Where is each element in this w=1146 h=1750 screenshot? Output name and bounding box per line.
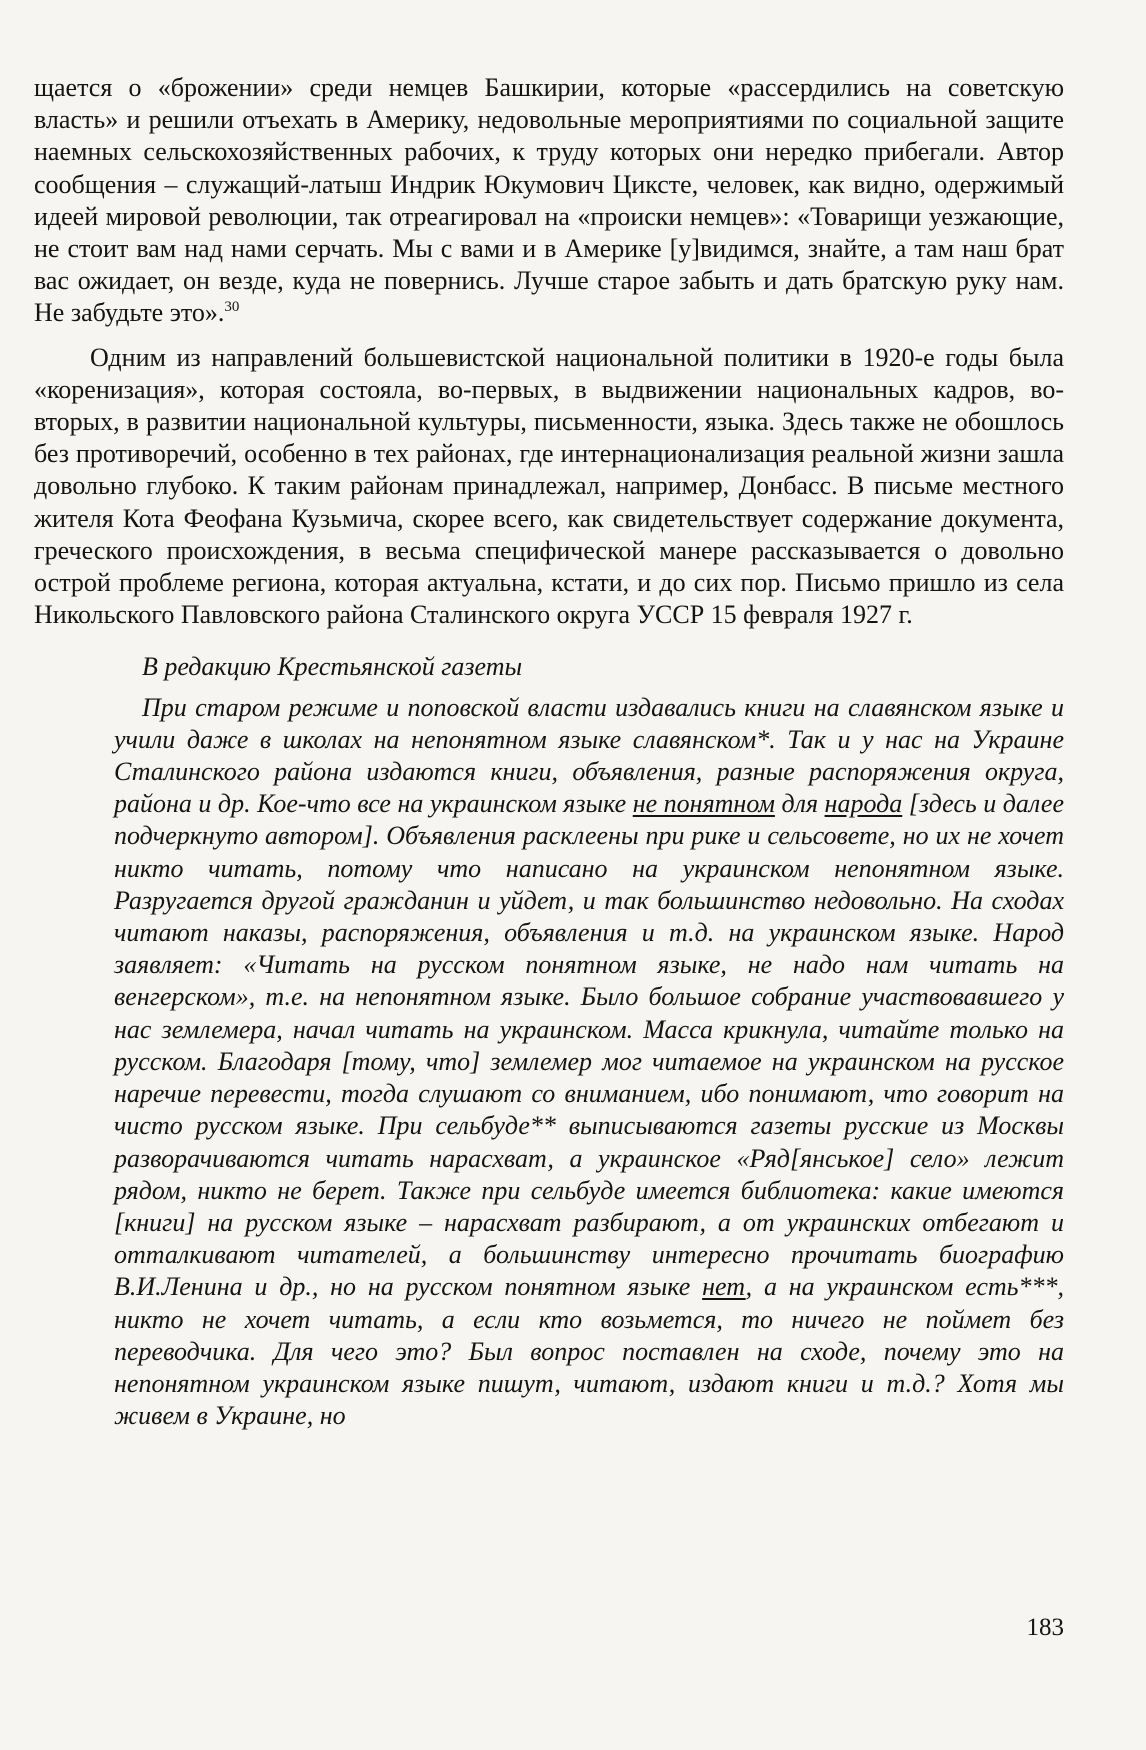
page-number: 183 [1026, 1614, 1064, 1641]
letter-address: В редакцию Крестьянской газеты [142, 652, 523, 682]
letter-text-part: [здесь и далее подчеркнуто автором]. Объявления расклеены при рике и сельсовете, но их не хочет никто читать, потому что написано на украинском непонятном языке. Разругается другой гражданин и уйдет, и так большинство недовольно. На сходах читают наказы, распоряжения, объявления и т.д. на украинском языке. Народ заявляет: «Читать на русском понятном языке, не надо нам читать на венгерском», т.е. на непонятном языке. Было большое собрание участвовавшего у нас землемера, начал читать на украинском. Масса крикнула, читайте только на русском. Благодаря [тому, что] землемер мог читаемое на украинском на русское наречие перевести, тогда слушают со вниманием, ибо понимают, что говорит на чисто русском языке. При сельбуде** выписываются газеты русские из Москвы разворачиваются читать нарасхват, а украинское «Ряд[янськое] село» лежит рядом, никто не берет. Также при сельбуде имеется библиотека: какие имеются [книги] на русском языке – нарасхват разбирают, а от украинских отбегают и отталкивают читателей, а большинству интересно прочитать биографию В.И.Ленина и др., но на русском понятном языке [114, 789, 1064, 1302]
letter-text-part: При старом режиме и поповской власти издавались книги на славянском языке и учили даже в школах на непонятном языке славянском*. Так и у нас на Украине Сталинского района издаются книги, объявления, разные распоряжения округа, района и др. Кое-что все на украинском языке [114, 692, 1064, 819]
paragraph-continuation [34, 72, 1064, 330]
letter-text-part: , а на украинском есть***, никто не хочет читать, а если кто возьмется, то ничего не поймет без переводчика. Для чего это? Был вопрос поставлен на сходе, почему это на непонятном украинском языке пишут, читают, издают книги и т.д.? Хотя мы живем в Украине, но [114, 1272, 1064, 1431]
underlined-phrase: нет [702, 1272, 746, 1302]
paragraph-korenizatsiya: Одним из направлений большевистской национальной политики в 1920-е годы была «коренизация», которая состояла, во-первых, в выдвижении национальных кадров, во-вторых, в развитии национальной культуры, письменности, языка. Здесь также не обошлось без противоречий, особенно в тех районах, где интернационализация реальной жизни зашла довольно глубоко. К таким районам принадлежал, например, Донбасс. В письме местного жителя Кота Феофана Кузьмича, скорее всего, как свидетельствует содержание документа, греческого происхождения, в весьма специфической манере рассказывается о довольно острой проблеме региона, которая актуальна, кстати, и до сих пор. Письмо пришло из села Никольского Павловского района Сталинского округа УССР 15 февраля 1927 г. [34, 342, 1064, 630]
underlined-phrase: не понятном [632, 789, 775, 819]
quoted-letter [114, 651, 1064, 1432]
underlined-phrase: народа [824, 789, 903, 819]
paragraph-text: щается о «брожении» среди немцев Башкирии, которые «рассердились на советскую власть» и решили отъехать в Америку, недовольные мероприятиями по социальной защите наемных сельскохозяйственных рабочих, к труду которых они нередко прибегали. Автор сообщения – служащий-латыш Индрик Юкумович Циксте, человек, как видно, одержимый идеей мировой революции, так отреагировал на «происки немцев»: «Товарищи уезжающие, не стоит вам над нами серчать. Мы с вами и в Америке [у]видимся, знайте, а там наш брат вас ожидает, он везде, куда не повернись. Лучше старое забыть и дать братскую руку нам. Не забудьте это». [34, 73, 1064, 328]
footnote-reference: 30 [224, 299, 240, 316]
letter-text [114, 692, 1064, 1433]
letter-text-part: для [774, 789, 825, 819]
page-content [34, 72, 1064, 1432]
